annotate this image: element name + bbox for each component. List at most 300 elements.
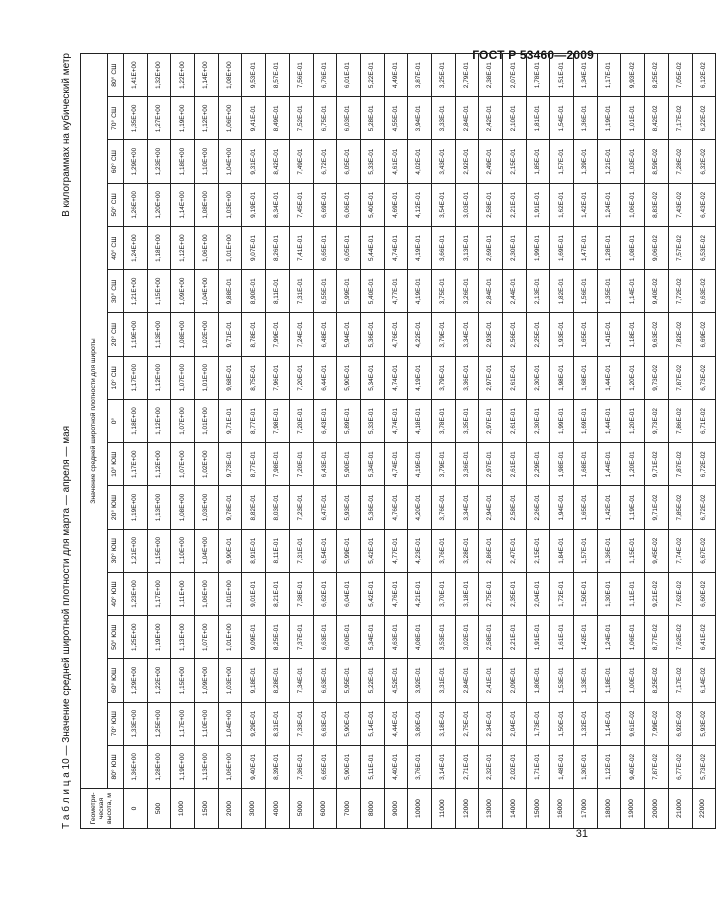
density-value-cell: 1,06E-01 [621,183,645,226]
density-value-cell: 3,33E-01 [431,97,455,140]
density-value-cell: 1,82E-01 [550,270,574,313]
table-row [668,54,692,829]
density-value-cell: 3,76E-01 [431,529,455,572]
density-value-cell: 3,31E-01 [431,659,455,702]
density-value-cell: 6,63E-01 [313,659,337,702]
density-value-cell: 8,91E-01 [242,529,266,572]
density-value-cell: 8,34E-01 [266,183,290,226]
density-value-cell: 1,03E-01 [621,140,645,183]
density-value-cell: 2,35E-01 [503,572,527,615]
density-value-cell: 1,50E-01 [550,702,574,745]
density-value-cell: 3,78E-01 [431,399,455,442]
density-value-cell: 6,04E-01 [337,572,361,615]
page-number: 31 [575,828,588,840]
density-value-cell: 1,07E+00 [171,356,195,399]
density-value-cell: 1,81E-01 [526,97,550,140]
table-row [171,54,195,829]
density-value-cell: 3,43E-01 [431,140,455,183]
density-value-cell: 8,57E-01 [266,54,290,97]
latitude-header: 80° СШ [108,54,124,97]
density-value-cell: 8,42E-01 [266,140,290,183]
density-value-cell: 1,19E-01 [621,486,645,529]
density-value-cell: 9,31E-01 [242,140,266,183]
density-value-cell: 7,45E-01 [289,183,313,226]
density-value-cell: 1,19E+00 [171,97,195,140]
density-value-cell: 1,02E+00 [195,313,219,356]
density-value-cell: 1,47E-01 [574,226,598,269]
density-value-cell: 6,47E-01 [313,486,337,529]
density-value-cell: 1,19E+00 [124,486,148,529]
density-value-cell: 3,70E-01 [431,572,455,615]
density-value-cell: 1,34E-01 [574,54,598,97]
density-value-cell: 9,71E-02 [645,486,669,529]
density-value-cell: 9,45E-02 [645,529,669,572]
density-value-cell: 3,87E-01 [408,54,432,97]
density-value-cell: 1,29E+00 [124,140,148,183]
density-value-cell: 5,36E-01 [360,486,384,529]
density-value-cell: 2,61E-01 [503,356,527,399]
altitude-cell: 7000 [337,789,361,829]
density-value-cell: 7,20E-01 [289,443,313,486]
altitude-cell: 4000 [266,789,290,829]
density-value-cell: 7,31E-01 [289,529,313,572]
density-value-cell: 1,28E-01 [597,226,621,269]
table-row [597,54,621,829]
density-value-cell: 2,21E-01 [503,183,527,226]
density-value-cell: 9,73E-02 [645,399,669,442]
density-value-cell: 1,15E-01 [621,529,645,572]
density-value-cell: 6,06E-01 [337,183,361,226]
density-value-cell: 5,95E-01 [337,659,361,702]
altitude-cell: 17000 [574,789,598,829]
density-value-cell: 1,65E-01 [574,486,598,529]
density-value-cell: 1,30E-01 [597,572,621,615]
density-value-cell: 5,33E-01 [360,399,384,442]
density-value-cell: 2,86E-01 [479,529,503,572]
density-value-cell: 7,24E-01 [289,313,313,356]
density-value-cell: 2,44E-01 [503,270,527,313]
density-value-cell: 1,25E+00 [147,702,171,745]
density-value-cell: 4,76E-01 [384,313,408,356]
density-value-cell: 9,01E-01 [242,572,266,615]
density-value-cell: 3,94E-01 [408,97,432,140]
density-value-cell: 1,03E+00 [218,659,242,702]
density-value-cell: 9,73E-02 [645,356,669,399]
density-value-cell: 1,06E-01 [621,616,645,659]
density-value-cell: 7,98E-01 [266,399,290,442]
latitude-header-row [108,54,124,829]
altitude-cell: 1000 [171,789,195,829]
density-value-cell: 4,19E-01 [408,356,432,399]
density-value-cell: 3,75E-01 [431,270,455,313]
density-value-cell: 1,06E+00 [195,226,219,269]
density-value-cell: 9,06E-02 [645,226,669,269]
density-value-cell: 1,10E+00 [171,529,195,572]
density-value-cell: 6,43E-01 [313,399,337,442]
density-value-cell: 1,57E-01 [574,529,598,572]
density-value-cell: 8,25E-02 [645,54,669,97]
density-value-cell: 3,54E-01 [431,183,455,226]
latitude-header: 40° СШ [108,226,124,269]
latitude-header: 50° ЮШ [108,616,124,659]
table-row [479,54,503,829]
density-value-cell: 4,76E-01 [384,486,408,529]
altitude-cell: 16000 [550,789,574,829]
density-value-cell: 1,08E+00 [195,183,219,226]
density-value-cell: 1,99E-01 [550,399,574,442]
density-value-cell: 7,57E-02 [668,226,692,269]
density-value-cell: 2,13E-01 [526,270,550,313]
density-value-cell: 6,72E-02 [692,486,716,529]
density-value-cell: 3,79E-01 [431,443,455,486]
density-value-cell: 1,32E-01 [574,702,598,745]
density-value-cell: 7,36E-01 [289,745,313,788]
density-value-cell: 4,18E-01 [408,399,432,442]
latitude-header: 80° ЮШ [108,745,124,788]
latitude-header: 40° ЮШ [108,572,124,615]
density-value-cell: 9,93E-02 [621,54,645,97]
density-value-cell: 7,62E-02 [668,616,692,659]
density-value-cell: 4,63E-01 [384,616,408,659]
density-value-cell: 9,71E-01 [218,313,242,356]
density-value-cell: 1,44E-01 [597,399,621,442]
density-value-cell: 1,53E-01 [550,659,574,702]
density-value-cell: 9,61E-02 [621,702,645,745]
density-value-cell: 1,35E-01 [597,270,621,313]
density-value-cell: 5,34E-01 [360,356,384,399]
altitude-cell: 2000 [218,789,242,829]
density-value-cell: 7,17E-02 [668,659,692,702]
density-value-cell: 7,87E-02 [668,356,692,399]
density-value-cell: 4,23E-01 [408,529,432,572]
density-value-cell: 1,72E-01 [550,572,574,615]
table-row [408,54,432,829]
density-value-cell: 3,34E-01 [455,313,479,356]
density-value-cell: 2,21E-01 [503,616,527,659]
density-value-cell: 1,65E-01 [574,313,598,356]
density-value-cell: 6,65E-01 [313,226,337,269]
density-value-cell: 7,85E-02 [668,486,692,529]
density-value-cell: 1,30E-01 [574,745,598,788]
altitude-cell: 6000 [313,789,337,829]
density-value-cell: 9,71E-01 [218,399,242,442]
table-caption [57,53,77,829]
density-value-cell: 1,71E-01 [526,745,550,788]
density-value-cell: 2,84E-01 [455,97,479,140]
density-value-cell: 4,76E-01 [384,572,408,615]
density-value-cell: 1,04E+00 [218,702,242,745]
density-value-cell: 1,41E-01 [597,313,621,356]
density-value-cell: 1,20E+00 [147,183,171,226]
density-value-cell: 1,69E-01 [550,226,574,269]
density-value-cell: 1,69E-01 [574,399,598,442]
density-value-cell: 6,12E-02 [692,54,716,97]
density-value-cell: 4,19E-01 [408,270,432,313]
density-value-cell: 1,12E+00 [195,97,219,140]
density-value-cell: 1,19E+00 [124,313,148,356]
density-value-cell: 3,13E-01 [455,226,479,269]
density-value-cell: 6,69E-01 [313,183,337,226]
altitude-cell: 22000 [692,789,716,829]
density-value-cell: 1,73E-01 [526,702,550,745]
density-value-cell: 2,93E-01 [479,313,503,356]
density-value-cell: 1,04E+00 [195,270,219,313]
rotated-table-block [57,53,707,829]
table-row [692,54,716,829]
density-value-cell: 1,85E-01 [526,140,550,183]
density-value-cell: 2,61E-01 [503,399,527,442]
density-value-cell: 8,75E-01 [242,356,266,399]
density-value-cell: 6,60E-02 [692,572,716,615]
latitude-header: 10° ЮШ [108,443,124,486]
density-value-cell: 5,34E-01 [360,616,384,659]
density-value-cell: 2,49E-01 [479,140,503,183]
altitude-cell: 14000 [503,789,527,829]
density-value-cell: 1,17E-01 [597,54,621,97]
latitude-header: 30° СШ [108,270,124,313]
density-value-cell: 1,12E-01 [597,745,621,788]
density-value-cell: 6,03E-01 [337,97,361,140]
density-value-cell: 6,00E-01 [337,616,361,659]
density-value-cell: 7,98E-01 [266,443,290,486]
table-row [384,54,408,829]
density-value-cell: 1,99E-01 [526,226,550,269]
density-value-cell: 1,06E+00 [218,745,242,788]
density-value-cell: 3,36E-01 [455,356,479,399]
density-value-cell: 1,33E+00 [124,702,148,745]
density-value-cell: 5,90E-01 [337,702,361,745]
density-value-cell: 3,79E-01 [431,313,455,356]
density-value-cell: 6,73E-02 [692,356,716,399]
density-value-cell: 1,19E+00 [171,745,195,788]
density-value-cell: 1,23E+00 [124,572,148,615]
density-value-cell: 2,79E-01 [455,54,479,97]
density-value-cell: 2,25E-01 [526,313,550,356]
density-value-cell: 1,98E-01 [550,356,574,399]
density-value-cell: 2,47E-01 [503,529,527,572]
density-value-cell: 1,32E+00 [147,54,171,97]
table-row [242,54,266,829]
density-value-cell: 1,21E+00 [124,270,148,313]
density-value-cell: 6,63E-02 [692,270,716,313]
table-row [455,54,479,829]
altitude-cell: 10000 [408,789,432,829]
density-value-cell: 6,43E-02 [692,183,716,226]
density-value-cell: 6,63E-01 [313,616,337,659]
density-value-cell: 1,03E+00 [218,183,242,226]
density-value-cell: 9,40E-01 [242,745,266,788]
density-value-cell: 1,15E+00 [147,529,171,572]
density-value-cell: 1,01E+00 [218,572,242,615]
density-value-cell: 7,20E-01 [289,399,313,442]
density-value-cell: 1,61E-01 [550,616,574,659]
density-value-cell: 8,25E-02 [645,659,669,702]
density-value-cell: 7,99E-02 [645,702,669,745]
density-value-cell: 6,05E-01 [337,226,361,269]
density-value-cell: 1,15E+00 [171,659,195,702]
table-row [645,54,669,829]
density-value-cell: 1,12E+00 [147,356,171,399]
table-body [124,54,716,829]
density-value-cell: 9,19E-01 [242,183,266,226]
density-value-cell: 5,22E-01 [360,659,384,702]
table-row [503,54,527,829]
density-value-cell: 1,01E+00 [218,616,242,659]
density-value-cell: 9,63E-02 [645,313,669,356]
density-value-cell: 2,10E-01 [503,97,527,140]
latitude-header: 20° СШ [108,313,124,356]
density-value-cell: 4,55E-01 [384,97,408,140]
density-value-cell: 1,06E+00 [218,97,242,140]
density-value-cell: 1,42E-01 [574,183,598,226]
table-row [550,54,574,829]
density-value-cell: 1,21E+00 [124,529,148,572]
density-value-cell: 5,22E-01 [360,54,384,97]
density-value-cell: 6,05E-01 [337,140,361,183]
density-value-cell: 9,40E-02 [621,745,645,788]
density-value-cell: 8,11E-01 [266,529,290,572]
density-value-cell: 6,62E-01 [313,572,337,615]
table-row [431,54,455,829]
density-value-cell: 1,17E+00 [171,702,195,745]
density-value-cell: 2,58E-01 [479,183,503,226]
density-value-cell: 2,75E-01 [479,572,503,615]
density-value-cell: 3,14E-01 [431,745,455,788]
density-value-cell: 2,97E-01 [479,399,503,442]
density-value-cell: 9,71E-02 [645,443,669,486]
density-value-cell: 2,84E-01 [479,270,503,313]
density-value-cell: 1,20E-01 [621,443,645,486]
density-value-cell: 9,90E-01 [218,529,242,572]
density-value-cell: 6,92E-02 [668,702,692,745]
density-value-cell: 7,56E-01 [289,54,313,97]
density-value-cell: 4,08E-01 [408,616,432,659]
density-value-cell: 1,20E-01 [621,356,645,399]
density-value-cell: 1,33E-01 [574,659,598,702]
density-value-cell: 4,77E-01 [384,529,408,572]
density-value-cell: 1,54E-01 [550,97,574,140]
density-value-cell: 1,08E-01 [621,226,645,269]
density-value-cell: 1,11E+00 [171,572,195,615]
density-value-cell: 3,34E-01 [455,486,479,529]
density-value-cell: 1,48E-01 [550,745,574,788]
density-value-cell: 6,41E-02 [692,616,716,659]
density-value-cell: 6,65E-01 [313,745,337,788]
density-value-cell: 6,72E-02 [692,443,716,486]
density-value-cell: 8,77E-01 [242,399,266,442]
density-value-cell: 1,10E+00 [195,702,219,745]
density-value-cell: 5,90E-01 [337,745,361,788]
density-value-cell: 1,01E+00 [195,356,219,399]
altitude-cell: 8000 [360,789,384,829]
density-value-cell: 9,29E-01 [242,702,266,745]
density-value-cell: 1,01E+00 [218,226,242,269]
density-value-cell: 2,58E-01 [479,616,503,659]
density-value-cell: 1,17E+00 [124,443,148,486]
density-value-cell: 1,42E-01 [574,616,598,659]
density-value-cell: 7,82E-02 [668,313,692,356]
density-value-cell: 8,77E-02 [645,616,669,659]
density-value-cell: 1,12E+00 [171,226,195,269]
altitude-cell: 21000 [668,789,692,829]
density-value-cell: 9,53E-01 [242,54,266,97]
density-value-cell: 7,05E-02 [668,54,692,97]
density-value-cell: 5,34E-01 [360,443,384,486]
density-value-cell: 1,14E+00 [195,54,219,97]
density-value-cell: 9,07E-01 [242,226,266,269]
altitude-cell: 13000 [479,789,503,829]
density-value-cell: 4,49E-01 [384,54,408,97]
density-value-cell: 1,91E-01 [526,183,550,226]
density-value-cell: 4,40E-01 [384,745,408,788]
density-value-cell: 2,15E-01 [503,140,527,183]
density-value-cell: 6,55E-01 [313,270,337,313]
density-value-cell: 2,56E-01 [503,313,527,356]
density-value-cell: 1,28E+00 [147,745,171,788]
table-row [313,54,337,829]
density-value-cell: 3,92E-01 [408,659,432,702]
density-value-cell: 8,83E-02 [645,183,669,226]
density-value-cell: 7,41E-01 [289,226,313,269]
density-value-cell: 2,30E-01 [526,399,550,442]
density-value-cell: 8,25E-01 [266,616,290,659]
density-value-cell: 5,99E-01 [337,529,361,572]
density-value-cell: 9,78E-01 [218,486,242,529]
density-value-cell: 9,21E-02 [645,572,669,615]
density-value-cell: 5,94E-01 [337,313,361,356]
density-value-cell: 1,20E-01 [621,399,645,442]
latitude-header: 60° ЮШ [108,659,124,702]
density-value-cell: 4,22E-01 [408,313,432,356]
density-value-cell: 1,07E+00 [171,443,195,486]
density-value-cell: 8,90E-01 [242,270,266,313]
density-value-cell: 1,14E+00 [171,183,195,226]
density-value-cell: 1,09E+00 [171,270,195,313]
density-value-cell: 2,61E-01 [503,443,527,486]
density-value-cell: 1,84E-01 [550,529,574,572]
density-value-cell: 1,24E+00 [124,226,148,269]
density-value-cell: 1,78E-01 [526,54,550,97]
density-value-cell: 2,30E-01 [526,356,550,399]
density-value-cell: 4,74E-01 [384,399,408,442]
table-row [574,54,598,829]
density-value-cell: 4,44E-01 [384,702,408,745]
density-value-cell: 5,28E-01 [360,97,384,140]
density-value-cell: 8,03E-01 [266,486,290,529]
density-value-cell: 1,15E+00 [147,270,171,313]
density-value-cell: 7,96E-01 [266,356,290,399]
density-value-cell: 3,66E-01 [431,226,455,269]
density-value-cell: 1,13E+00 [147,313,171,356]
density-value-cell: 1,13E+00 [147,486,171,529]
density-value-cell: 1,29E+00 [124,659,148,702]
density-value-cell: 2,97E-01 [479,443,503,486]
density-value-cell: 7,52E-01 [289,97,313,140]
density-value-cell: 2,41E-01 [479,659,503,702]
density-value-cell: 6,01E-01 [337,54,361,97]
latitude-header: 50° СШ [108,183,124,226]
altitude-cell: 12000 [455,789,479,829]
density-value-cell: 1,18E+00 [147,226,171,269]
density-value-cell: 8,77E-01 [242,443,266,486]
density-value-cell: 9,88E-01 [218,270,242,313]
density-value-cell: 2,69E-01 [479,226,503,269]
density-value-cell: 4,77E-01 [384,270,408,313]
density-value-cell: 1,91E-01 [526,616,550,659]
density-value-cell: 1,10E+00 [195,140,219,183]
density-value-cell: 1,24E-01 [597,616,621,659]
density-value-cell: 7,87E-02 [645,745,669,788]
